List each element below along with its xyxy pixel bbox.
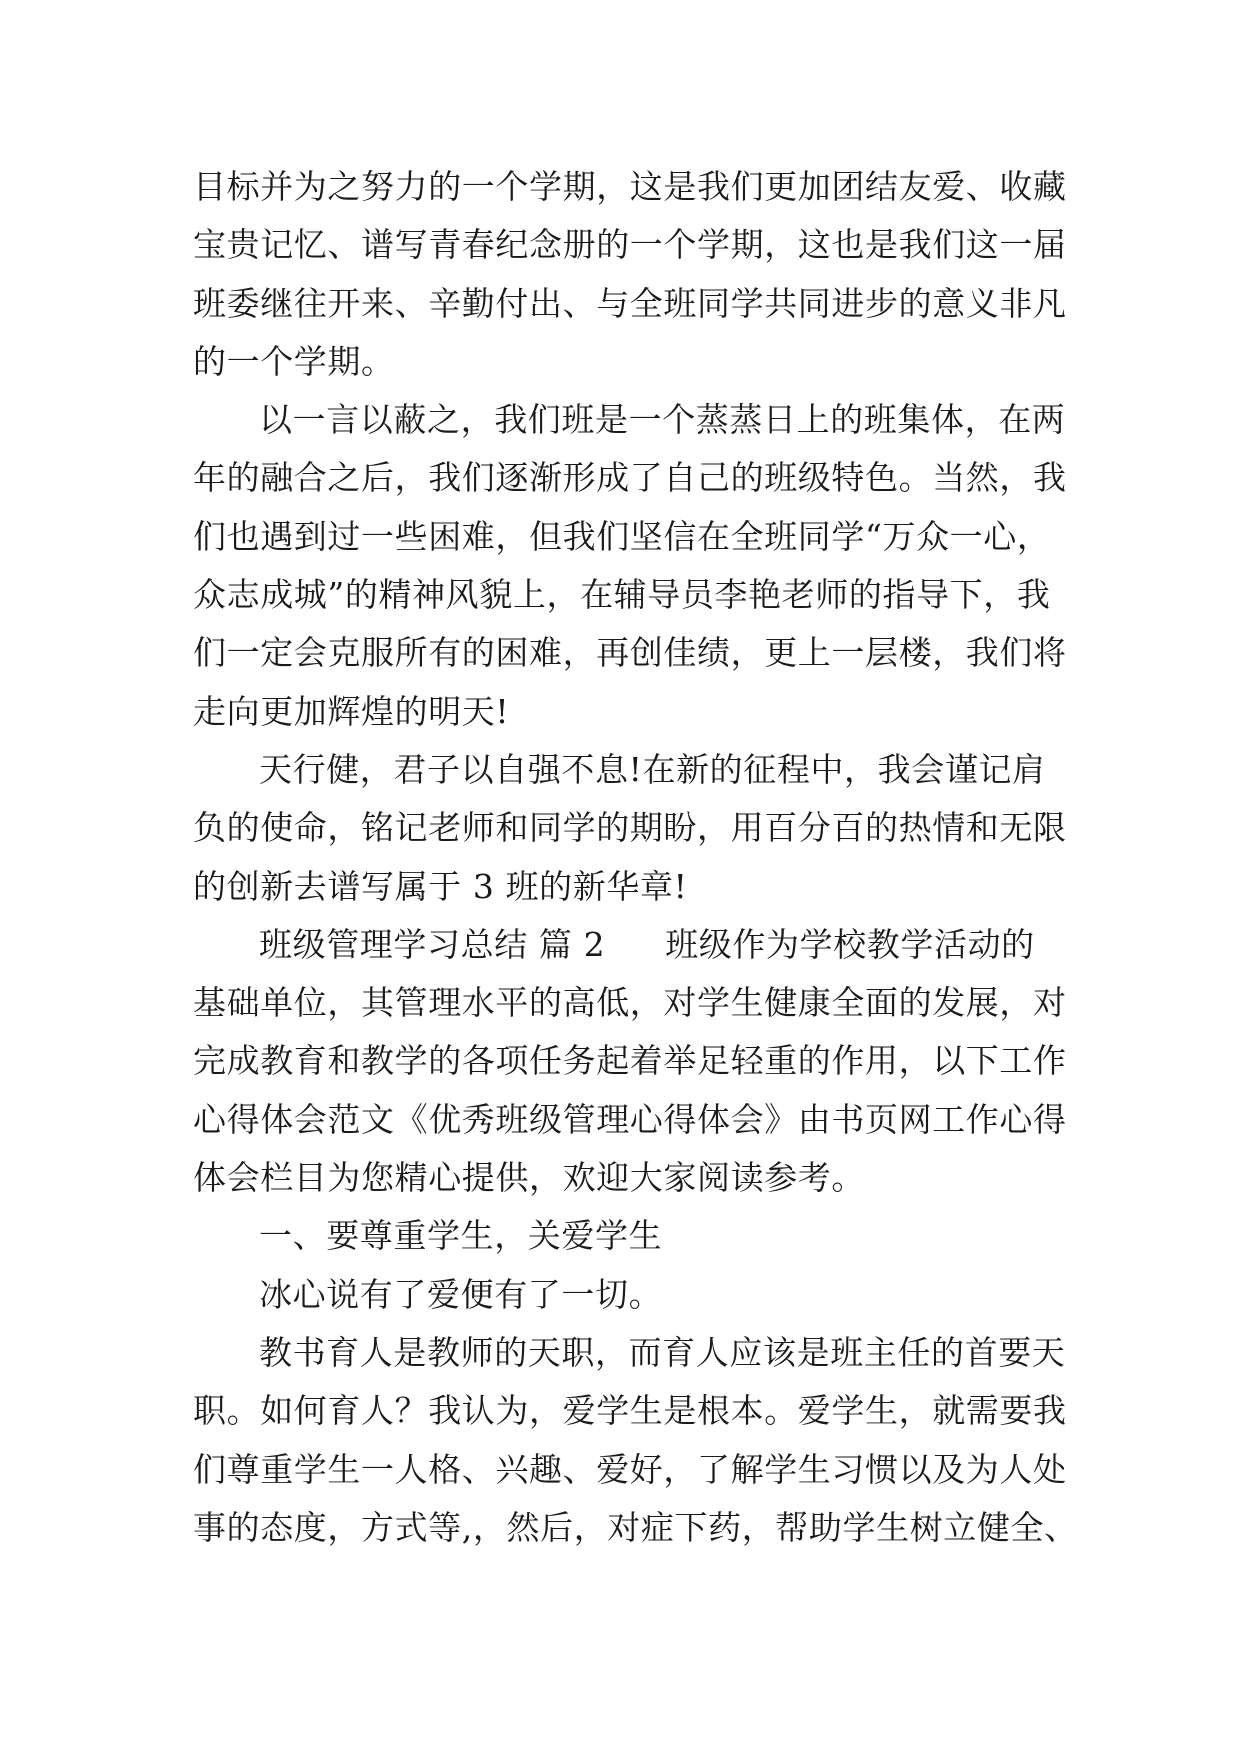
paragraph-first-line: 以一言以蔽之，我们班是一个蒸蒸日上的班集体，在两 xyxy=(259,400,1066,440)
text-line: 们尊重学生一人格、兴趣、爱好，了解学生习惯以及为人处 xyxy=(193,1449,1067,1489)
paragraph-first-line: 冰心说有了爱便有了一切。 xyxy=(259,1274,663,1314)
paragraph-first-line: 教书育人是教师的天职，而育人应该是班主任的首要天 xyxy=(259,1332,1066,1372)
text-line: 班委继往开来、辛勤付出、与全班同学共同进步的意义非凡 xyxy=(193,283,1067,323)
text-line: 们一定会克服所有的困难，再创佳绩，更上一层楼，我们将 xyxy=(193,633,1067,673)
text-line: 事的态度，方式等,，然后，对症下药，帮助学生树立健全、 xyxy=(193,1507,1078,1547)
section-heading: 班级管理学习总结 篇 2 xyxy=(259,924,606,964)
paragraph-first-line: 天行健，君子以自强不息!在新的征程中，我会谨记肩 xyxy=(259,749,1046,789)
text-line: 职。如何育人？我认为，爱学生是根本。爱学生，就需要我 xyxy=(193,1391,1067,1431)
text-line: 心得体会范文《优秀班级管理心得体会》由书页网工作心得 xyxy=(193,1099,1067,1139)
text-line: 基础单位，其管理水平的高低，对学生健康全面的发展，对 xyxy=(193,983,1067,1023)
text-line: 宝贵记忆、谱写青春纪念册的一个学期，这也是我们这一届 xyxy=(193,225,1067,265)
text-line: 众志成城”的精神风貌上，在辅导员李艳老师的指导下，我 xyxy=(193,575,1051,615)
section-heading-line xyxy=(193,916,1061,974)
subheading: 一、要尊重学生，关爱学生 xyxy=(259,1216,663,1256)
text-line: 负的使命，铭记老师和同学的期盼，用百分百的热情和无限 xyxy=(193,808,1067,848)
text-line: 完成教育和教学的各项任务起着举足轻重的作用，以下工作 xyxy=(193,1041,1067,1081)
section-intro-text: 班级作为学校教学活动的 xyxy=(665,924,1035,964)
text-line: 的一个学期。 xyxy=(193,341,395,381)
text-line: 的创新去谱写属于 3 班的新华章! xyxy=(193,866,688,906)
text-line: 体会栏目为您精心提供，欢迎大家阅读参考。 xyxy=(193,1158,865,1198)
text-line: 目标并为之努力的一个学期，这是我们更加团结友爱、收藏 xyxy=(193,167,1067,206)
text-line: 们也遇到过一些困难，但我们坚信在全班同学“万众一心， xyxy=(193,516,1051,556)
document-body xyxy=(193,158,1078,1557)
text-line: 年的融合之后，我们逐渐形成了自己的班级特色。当然，我 xyxy=(193,458,1067,498)
text-line: 走向更加辉煌的明天! xyxy=(193,691,510,731)
